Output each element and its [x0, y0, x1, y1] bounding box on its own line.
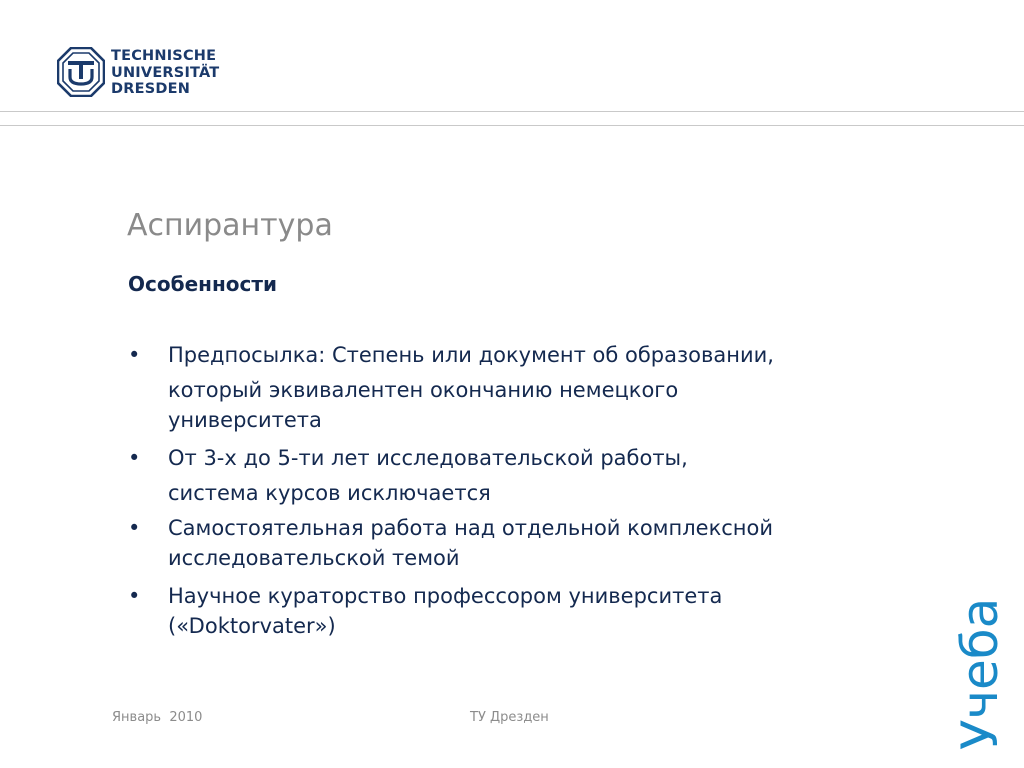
- section-side-label: Учеба: [951, 597, 1009, 750]
- bullet-line: («Doktorvater»): [168, 614, 336, 638]
- bullet-marker: •: [128, 343, 141, 367]
- bullet-marker: •: [128, 446, 141, 470]
- bullet-item: [128, 511, 908, 571]
- tu-dresden-logo: [57, 47, 227, 99]
- bullet-item: [128, 579, 908, 639]
- bullet-marker: •: [128, 516, 141, 540]
- bullet-list: [128, 338, 908, 639]
- header-divider-top: [0, 111, 1024, 112]
- header-divider-bottom: [0, 125, 1024, 126]
- bullet-item: [128, 441, 908, 511]
- bullet-line: Предпосылка: Степень или документ об образовании,: [168, 343, 774, 367]
- footer-institution: ТУ Дрезден: [470, 710, 549, 725]
- bullet-line: университета: [168, 408, 322, 432]
- logo-line-1: TECHNISCHE: [111, 48, 217, 64]
- slide-subtitle: Особенности: [128, 272, 277, 296]
- bullet-line: Самостоятельная работа над отдельной комплексной: [168, 516, 774, 540]
- tu-emblem-icon: [57, 47, 105, 97]
- logo-wordmark: [111, 48, 219, 98]
- bullet-item: [128, 338, 908, 433]
- bullet-line: система курсов исключается: [168, 481, 491, 505]
- bullet-marker: •: [128, 584, 141, 608]
- logo-line-2: UNIVERSITÄT: [111, 64, 220, 81]
- logo-line-3: DRESDEN: [111, 81, 191, 97]
- bullet-line: исследовательской темой: [168, 546, 460, 570]
- slide-title: Аспирантура: [127, 208, 333, 243]
- bullet-line: От 3-х до 5-ти лет исследовательской работы,: [168, 446, 688, 470]
- footer-date: Январь 2010: [112, 710, 203, 725]
- bullet-line: который эквивалентен окончанию немецкого: [168, 378, 679, 402]
- bullet-line: Научное кураторство профессором университета: [168, 584, 723, 608]
